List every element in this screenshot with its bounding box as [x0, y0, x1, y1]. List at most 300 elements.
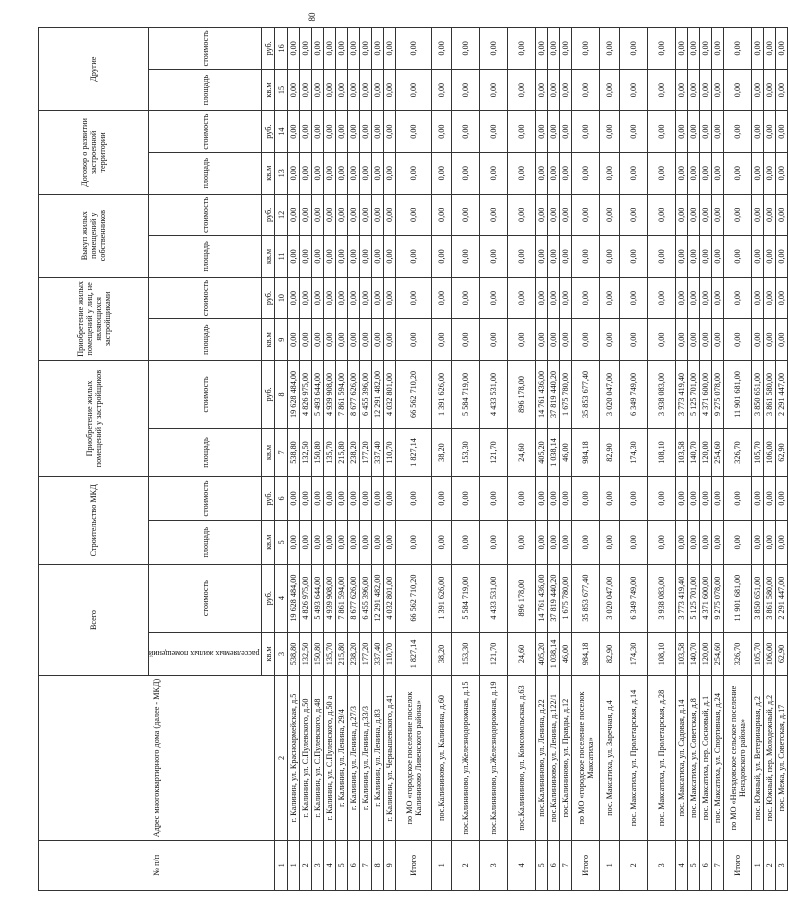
row-total-area: 121,70 [480, 632, 508, 676]
row-number: 5 [336, 840, 348, 890]
header-cost: стоимость [149, 28, 262, 70]
row-developer-cost: 3 773 419,40 [676, 360, 688, 428]
row-zero-area: 0,00 [712, 152, 724, 194]
row-number: Итого [724, 840, 752, 890]
row-total-cost: 1 391 626,00 [432, 564, 452, 632]
row-zero-area: 0,00 [676, 69, 688, 111]
row-construction-cost: 0,00 [600, 477, 620, 521]
row-zero-cost: 0,00 [572, 111, 600, 153]
row-construction-area: 0,00 [712, 520, 724, 564]
row-zero-area: 0,00 [648, 319, 676, 361]
row-construction-area: 0,00 [560, 520, 572, 564]
row-number: 2 [764, 840, 776, 890]
row-construction-area: 0,00 [372, 520, 384, 564]
row-zero-area: 0,00 [324, 319, 336, 361]
row-zero-area: 0,00 [312, 69, 324, 111]
row-construction-cost: 0,00 [700, 477, 712, 521]
row-total-area: 215,80 [336, 632, 348, 676]
row-number: 9 [384, 840, 396, 890]
row-developer-area: 103,58 [676, 428, 688, 476]
row-zero-area: 0,00 [688, 152, 700, 194]
table-row [312, 28, 324, 891]
row-zero-cost: 0,00 [508, 111, 536, 153]
row-developer-area: 105,70 [752, 428, 764, 476]
row-total-cost: 6 455 396,00 [360, 564, 372, 632]
row-zero-cost: 0,00 [432, 194, 452, 236]
row-zero-cost: 0,00 [712, 111, 724, 153]
table-row [480, 28, 508, 891]
row-developer-cost: 5 493 644,00 [312, 360, 324, 428]
row-developer-cost: 3 020 047,00 [600, 360, 620, 428]
rotated-table-container [38, 27, 787, 891]
row-developer-area: 153,30 [452, 428, 480, 476]
row-developer-cost: 14 761 436,00 [536, 360, 548, 428]
row-zero-area: 0,00 [324, 236, 336, 278]
column-number: 3 [275, 632, 288, 676]
row-developer-cost: 5 125 701,00 [688, 360, 700, 428]
row-construction-cost: 0,00 [752, 477, 764, 521]
row-zero-cost: 0,00 [312, 28, 324, 70]
header-area: площадь [149, 319, 262, 361]
row-zero-cost: 0,00 [572, 194, 600, 236]
table-row [300, 28, 312, 891]
row-construction-area: 0,00 [336, 520, 348, 564]
row-address: пос. Максатиха, ул. Заречная, д.4 [600, 676, 620, 840]
row-developer-cost: 3 850 651,00 [752, 360, 764, 428]
row-total-cost: 4 939 908,00 [324, 564, 336, 632]
row-zero-cost: 0,00 [384, 277, 396, 319]
row-developer-area: 135,70 [324, 428, 336, 476]
row-zero-cost: 0,00 [372, 194, 384, 236]
row-zero-cost: 0,00 [372, 277, 384, 319]
header-total: Всего [39, 564, 149, 676]
row-zero-cost: 0,00 [712, 28, 724, 70]
header-address: Адрес многоквартирного дома (далее - МКД) [39, 676, 275, 840]
row-number: 6 [348, 840, 360, 890]
row-zero-cost: 0,00 [360, 111, 372, 153]
row-developer-cost: 6 455 396,00 [360, 360, 372, 428]
row-zero-cost: 0,00 [336, 111, 348, 153]
table-row [324, 28, 336, 891]
row-construction-area: 0,00 [300, 520, 312, 564]
row-zero-cost: 0,00 [452, 28, 480, 70]
row-zero-area: 0,00 [764, 69, 776, 111]
row-address: пос.Калининово, ул. Ленина, д.122/1 [548, 676, 560, 840]
row-zero-area: 0,00 [712, 319, 724, 361]
row-zero-area: 0,00 [372, 236, 384, 278]
row-zero-area: 0,00 [288, 236, 300, 278]
row-zero-area: 0,00 [600, 152, 620, 194]
row-construction-area: 0,00 [648, 520, 676, 564]
row-developer-area: 24,60 [508, 428, 536, 476]
column-number: 8 [275, 360, 288, 428]
row-number: 1 [432, 840, 452, 890]
row-total-area: 177,20 [360, 632, 372, 676]
row-construction-cost: 0,00 [288, 477, 300, 521]
row-construction-cost: 0,00 [432, 477, 452, 521]
row-developer-area: 62,90 [776, 428, 788, 476]
row-number: 1 [288, 840, 300, 890]
row-zero-area: 0,00 [300, 152, 312, 194]
row-zero-area: 0,00 [764, 319, 776, 361]
header-total-area: расселяемых жилых помещений [149, 632, 262, 676]
header-area: площадь [149, 236, 262, 278]
row-zero-cost: 0,00 [676, 28, 688, 70]
row-developer-area: 110,70 [384, 428, 396, 476]
row-developer-area: 38,20 [432, 428, 452, 476]
row-zero-cost: 0,00 [560, 28, 572, 70]
row-developer-cost: 3 861 580,00 [764, 360, 776, 428]
row-zero-area: 0,00 [360, 152, 372, 194]
row-number: 5 [536, 840, 548, 890]
row-zero-area: 0,00 [752, 319, 764, 361]
row-total-area: 238,20 [348, 632, 360, 676]
page-number: 80 [307, 12, 317, 22]
row-address: г. Калинин, ул. Чернышевского, д.41 [384, 676, 396, 840]
row-zero-cost: 0,00 [288, 111, 300, 153]
row-developer-area: 82,90 [600, 428, 620, 476]
row-zero-cost: 0,00 [712, 277, 724, 319]
row-total-cost: 7 861 594,00 [336, 564, 348, 632]
row-zero-area: 0,00 [288, 69, 300, 111]
row-total-cost: 19 628 484,00 [288, 564, 300, 632]
row-developer-area: 150,80 [312, 428, 324, 476]
row-zero-area: 0,00 [396, 69, 432, 111]
table-row [648, 28, 676, 891]
row-zero-area: 0,00 [620, 69, 648, 111]
unit-cost: руб. [262, 111, 275, 153]
row-total-area: 174,30 [620, 632, 648, 676]
row-construction-area: 0,00 [312, 520, 324, 564]
row-zero-area: 0,00 [560, 319, 572, 361]
row-address: пос.Калининово, ул. Калинина, д.60 [432, 676, 452, 840]
table-row [764, 28, 776, 891]
row-address: г. Калинин, ул. Ленина, д.33/3 [360, 676, 372, 840]
row-construction-area: 0,00 [776, 520, 788, 564]
row-number: 2 [452, 840, 480, 890]
row-number: 8 [372, 840, 384, 890]
row-address: г. Калинин, ул. С.Пулевского, д.50 [300, 676, 312, 840]
row-construction-cost: 0,00 [360, 477, 372, 521]
header-buyout: Выкуп жилых помещений у собственников [39, 194, 149, 277]
row-total-cost: 9 275 078,00 [712, 564, 724, 632]
header-other: Другие [39, 28, 149, 111]
row-zero-cost: 0,00 [348, 111, 360, 153]
row-zero-cost: 0,00 [348, 28, 360, 70]
row-total-cost: 8 677 626,00 [348, 564, 360, 632]
row-zero-cost: 0,00 [776, 194, 788, 236]
row-zero-area: 0,00 [676, 152, 688, 194]
row-total-area: 538,80 [288, 632, 300, 676]
row-total-cost: 5 493 644,00 [312, 564, 324, 632]
row-zero-area: 0,00 [508, 69, 536, 111]
row-zero-area: 0,00 [600, 319, 620, 361]
row-construction-cost: 0,00 [536, 477, 548, 521]
row-address: г. Калинин, ул. С.Пулевского, д.50 а [324, 676, 336, 840]
row-developer-area: 238,20 [348, 428, 360, 476]
row-zero-area: 0,00 [536, 69, 548, 111]
row-number: 4 [676, 840, 688, 890]
row-zero-area: 0,00 [300, 69, 312, 111]
row-zero-cost: 0,00 [688, 194, 700, 236]
row-zero-area: 0,00 [620, 152, 648, 194]
row-zero-cost: 0,00 [676, 194, 688, 236]
row-zero-cost: 0,00 [384, 194, 396, 236]
row-zero-area: 0,00 [712, 69, 724, 111]
row-address: г. Калинин, ул. Ленина, 29/4 [336, 676, 348, 840]
header-area: площадь [149, 69, 262, 111]
row-zero-area: 0,00 [324, 152, 336, 194]
row-total-cost: 4 371 600,00 [700, 564, 712, 632]
row-total-cost: 896 178,00 [508, 564, 536, 632]
row-developer-cost: 896 178,00 [508, 360, 536, 428]
header-cost: стоимость [149, 111, 262, 153]
column-number: 13 [275, 152, 288, 194]
table-row [384, 28, 396, 891]
column-number: 16 [275, 28, 288, 70]
row-zero-area: 0,00 [572, 319, 600, 361]
row-zero-cost: 0,00 [372, 28, 384, 70]
row-zero-cost: 0,00 [288, 277, 300, 319]
row-address: г. Калинин, ул. Красноармейская, д.5 [288, 676, 300, 840]
row-zero-area: 0,00 [676, 236, 688, 278]
row-zero-cost: 0,00 [384, 111, 396, 153]
row-zero-area: 0,00 [560, 69, 572, 111]
row-developer-cost: 4 371 600,00 [700, 360, 712, 428]
row-zero-cost: 0,00 [348, 194, 360, 236]
row-zero-cost: 0,00 [724, 111, 752, 153]
row-construction-area: 0,00 [688, 520, 700, 564]
row-total-area: 337,40 [372, 632, 384, 676]
column-number: 12 [275, 194, 288, 236]
header-no: № п/п [39, 840, 275, 890]
row-number: 2 [620, 840, 648, 890]
row-construction-cost: 0,00 [648, 477, 676, 521]
row-total-cost: 4 032 801,00 [384, 564, 396, 632]
row-zero-cost: 0,00 [648, 28, 676, 70]
row-zero-area: 0,00 [480, 152, 508, 194]
row-zero-area: 0,00 [752, 236, 764, 278]
table-row [348, 28, 360, 891]
row-zero-area: 0,00 [776, 319, 788, 361]
table-row [600, 28, 620, 891]
row-zero-cost: 0,00 [724, 277, 752, 319]
row-zero-area: 0,00 [336, 236, 348, 278]
row-zero-cost: 0,00 [752, 28, 764, 70]
row-zero-area: 0,00 [348, 69, 360, 111]
row-zero-area: 0,00 [480, 319, 508, 361]
row-zero-area: 0,00 [300, 319, 312, 361]
row-zero-area: 0,00 [348, 319, 360, 361]
row-zero-area: 0,00 [620, 319, 648, 361]
row-zero-cost: 0,00 [700, 28, 712, 70]
row-construction-cost: 0,00 [776, 477, 788, 521]
row-zero-cost: 0,00 [536, 277, 548, 319]
column-number: 1 [275, 840, 288, 890]
row-zero-area: 0,00 [348, 152, 360, 194]
row-total-area: 1 827,14 [396, 632, 432, 676]
column-number: 9 [275, 319, 288, 361]
row-total-area: 103,58 [676, 632, 688, 676]
row-zero-area: 0,00 [480, 69, 508, 111]
row-zero-area: 0,00 [764, 236, 776, 278]
row-total-cost: 3 938 083,00 [648, 564, 676, 632]
row-total-area: 24,60 [508, 632, 536, 676]
row-construction-area: 0,00 [396, 520, 432, 564]
row-zero-area: 0,00 [372, 319, 384, 361]
row-construction-area: 0,00 [452, 520, 480, 564]
row-address: пос. Максатиха, пер. Сосновый, д.1 [700, 676, 712, 840]
column-number: 7 [275, 428, 288, 476]
row-construction-cost: 0,00 [384, 477, 396, 521]
row-zero-cost: 0,00 [396, 194, 432, 236]
table-row [452, 28, 480, 891]
row-zero-area: 0,00 [700, 319, 712, 361]
row-construction-area: 0,00 [360, 520, 372, 564]
resettlement-table [38, 27, 788, 891]
table-row [712, 28, 724, 891]
row-zero-cost: 0,00 [776, 28, 788, 70]
row-zero-cost: 0,00 [452, 194, 480, 236]
row-zero-cost: 0,00 [688, 111, 700, 153]
row-zero-area: 0,00 [536, 236, 548, 278]
row-developer-cost: 6 349 749,00 [620, 360, 648, 428]
row-construction-area: 0,00 [324, 520, 336, 564]
header-area: площадь [149, 152, 262, 194]
row-zero-cost: 0,00 [560, 111, 572, 153]
row-zero-area: 0,00 [372, 69, 384, 111]
row-number: 2 [300, 840, 312, 890]
row-total-cost: 6 349 749,00 [620, 564, 648, 632]
row-zero-cost: 0,00 [724, 28, 752, 70]
row-developer-cost: 1 391 626,00 [432, 360, 452, 428]
row-zero-cost: 0,00 [676, 111, 688, 153]
header-cost: стоимость [149, 277, 262, 319]
row-zero-cost: 0,00 [764, 28, 776, 70]
row-developer-cost: 12 291 482,00 [372, 360, 384, 428]
row-zero-area: 0,00 [452, 236, 480, 278]
table-row [620, 28, 648, 891]
header-cost: стоимость [149, 194, 262, 236]
table-row [560, 28, 572, 891]
row-construction-area: 0,00 [384, 520, 396, 564]
row-zero-area: 0,00 [700, 69, 712, 111]
row-zero-cost: 0,00 [648, 194, 676, 236]
table-row [676, 28, 688, 891]
row-zero-area: 0,00 [396, 236, 432, 278]
row-developer-cost: 37 819 440,20 [548, 360, 560, 428]
row-address: г. Калинин, ул. С.Пулевского, д.48 [312, 676, 324, 840]
row-number: 3 [776, 840, 788, 890]
unit-cost: руб. [262, 360, 275, 428]
row-number: 3 [648, 840, 676, 890]
row-zero-area: 0,00 [360, 236, 372, 278]
row-address: пос. Максатиха, ул. Садовая, д.14 [676, 676, 688, 840]
header-purchase-non-developers: Приобретение жилых помещений у лиц, не являющихся застройщиками [39, 277, 149, 360]
row-zero-cost: 0,00 [300, 111, 312, 153]
row-construction-cost: 0,00 [572, 477, 600, 521]
row-construction-cost: 0,00 [712, 477, 724, 521]
row-construction-cost: 0,00 [312, 477, 324, 521]
row-developer-area: 405,20 [536, 428, 548, 476]
row-total-area: 106,00 [764, 632, 776, 676]
column-number-row [275, 28, 288, 891]
row-zero-area: 0,00 [452, 69, 480, 111]
row-zero-cost: 0,00 [452, 111, 480, 153]
row-total-cost: 3 850 651,00 [752, 564, 764, 632]
row-developer-cost: 9 275 078,00 [712, 360, 724, 428]
row-construction-area: 0,00 [548, 520, 560, 564]
row-number: 1 [752, 840, 764, 890]
row-total-area: 405,20 [536, 632, 548, 676]
row-construction-area: 0,00 [288, 520, 300, 564]
row-zero-cost: 0,00 [480, 277, 508, 319]
row-zero-area: 0,00 [600, 69, 620, 111]
row-total-area: 984,18 [572, 632, 600, 676]
total-row [572, 28, 600, 891]
row-zero-cost: 0,00 [600, 194, 620, 236]
row-zero-area: 0,00 [336, 69, 348, 111]
row-total-cost: 35 853 677,40 [572, 564, 600, 632]
row-zero-cost: 0,00 [396, 28, 432, 70]
row-construction-cost: 0,00 [372, 477, 384, 521]
row-zero-cost: 0,00 [676, 277, 688, 319]
row-developer-cost: 3 938 083,00 [648, 360, 676, 428]
row-developer-area: 1 038,14 [548, 428, 560, 476]
row-construction-area: 0,00 [572, 520, 600, 564]
row-total-cost: 3 773 419,40 [676, 564, 688, 632]
row-zero-cost: 0,00 [572, 28, 600, 70]
row-construction-cost: 0,00 [324, 477, 336, 521]
row-zero-cost: 0,00 [324, 277, 336, 319]
total-row [396, 28, 432, 891]
row-zero-area: 0,00 [396, 152, 432, 194]
row-zero-cost: 0,00 [776, 111, 788, 153]
header-construction: Строительство МКД [39, 477, 149, 565]
table-row [536, 28, 548, 891]
row-zero-cost: 0,00 [548, 277, 560, 319]
row-zero-cost: 0,00 [688, 277, 700, 319]
row-zero-area: 0,00 [288, 152, 300, 194]
row-zero-cost: 0,00 [764, 111, 776, 153]
row-address: пос.Калининово, ул. Ленина, д.22 [536, 676, 548, 840]
row-zero-cost: 0,00 [336, 194, 348, 236]
row-construction-area: 0,00 [480, 520, 508, 564]
row-zero-cost: 0,00 [300, 277, 312, 319]
table-body [288, 28, 788, 891]
row-zero-area: 0,00 [572, 152, 600, 194]
unit-area: кв.м [262, 632, 275, 676]
row-zero-area: 0,00 [572, 69, 600, 111]
row-address: по МО «Ненздовское сельское поселение Ненздовского района» [724, 676, 752, 840]
row-zero-area: 0,00 [432, 69, 452, 111]
row-zero-cost: 0,00 [620, 194, 648, 236]
row-total-area: 120,00 [700, 632, 712, 676]
row-zero-cost: 0,00 [396, 111, 432, 153]
row-total-area: 38,20 [432, 632, 452, 676]
row-address: г. Калинин, ул. Ленина, д.83 [372, 676, 384, 840]
row-zero-area: 0,00 [764, 152, 776, 194]
row-zero-cost: 0,00 [312, 277, 324, 319]
unit-area: кв.м [262, 520, 275, 564]
row-zero-cost: 0,00 [560, 194, 572, 236]
row-zero-cost: 0,00 [648, 277, 676, 319]
row-zero-area: 0,00 [348, 236, 360, 278]
row-zero-cost: 0,00 [620, 277, 648, 319]
row-zero-cost: 0,00 [396, 277, 432, 319]
row-zero-cost: 0,00 [384, 28, 396, 70]
row-zero-cost: 0,00 [312, 111, 324, 153]
